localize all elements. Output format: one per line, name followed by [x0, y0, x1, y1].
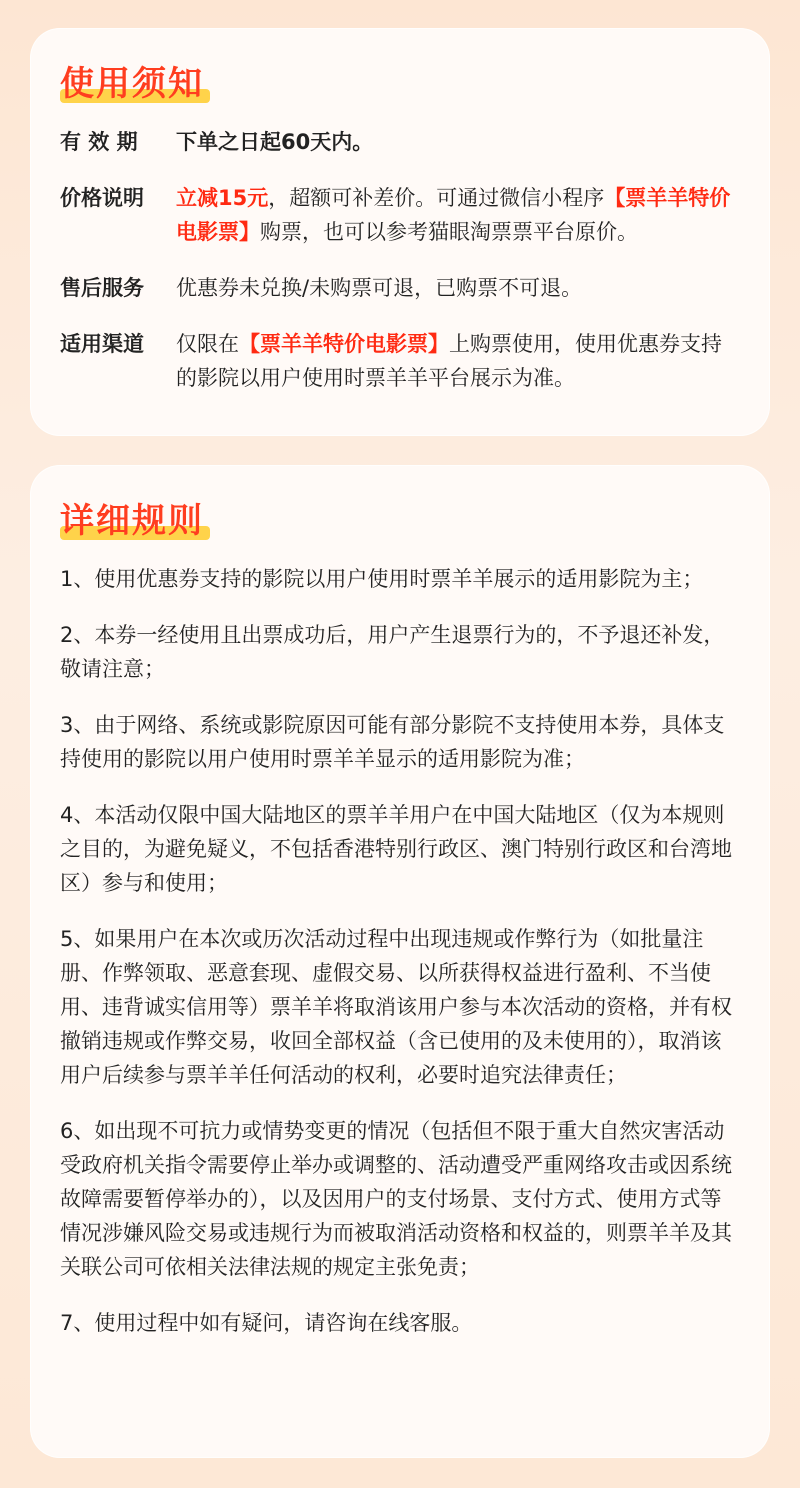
price-label: 价格说明 [60, 186, 144, 210]
discount-highlight: 立减15元 [176, 186, 269, 210]
rule-item: 2、本券一经使用且出票成功后，用户产生退票行为的，不予退还补发，敬请注意； [60, 623, 725, 681]
channel-text-1: 仅限在 [176, 332, 239, 356]
rule-item: 4、本活动仅限中国大陆地区的票羊羊用户在中国大陆地区（仅为本规则之目的，为避免疑义，不包括香港特别行政区、澳门特别行政区和台湾地区）参与和使用； [60, 803, 732, 895]
after-sales-label: 售后服务 [60, 276, 144, 300]
channel-value [176, 327, 740, 395]
rule-item: 5、如果用户在本次或历次活动过程中出现违规或作弊行为（如批量注册、作弊领取、恶意套现、虚假交易、以所获得权益进行盈利、不当使用、违背诚实信用等）票羊羊将取消该用户参与本次活动的资格，并有权撤销违规或作弊交易，收回全部权益（含已使用的及未使用的），取消该用户后续参与票羊羊任何活动的权利，必要时追究法律责任； [60, 927, 732, 1087]
rule-item: 3、由于网络、系统或影院原因可能有部分影院不支持使用本券，具体支持使用的影院以用户使用时票羊羊显示的适用影院为准； [60, 713, 725, 771]
after-sales-value: 优惠券未兑换/未购票可退，已购票不可退。 [176, 276, 583, 300]
detailed-rules-card [30, 465, 770, 1458]
channel-text-2: 上购票使用，使用优惠券支持的影院以用户使用时票羊羊平台展示为准。 [176, 332, 722, 390]
rule-item: 1、使用优惠券支持的影院以用户使用时票羊羊展示的适用影院为主； [60, 567, 704, 591]
channel-row [60, 327, 740, 395]
detailed-rules-title: 详细规则 [60, 493, 204, 542]
price-text-2: 购票，也可以参考猫眼淘票票平台原价。 [260, 220, 638, 244]
validity-label: 有 效 期 [60, 130, 138, 154]
rule-item: 7、使用过程中如有疑问，请咨询在线客服。 [60, 1311, 473, 1335]
validity-value: 下单之日起60天内。 [176, 130, 374, 154]
price-value [176, 181, 740, 249]
usage-notice-card [30, 28, 770, 436]
channel-link[interactable]: 【票羊羊特价电影票】 [239, 332, 449, 356]
after-sales-row [60, 271, 740, 305]
rule-item: 6、如出现不可抗力或情势变更的情况（包括但不限于重大自然灾害活动受政府机关指令需要停止举办或调整的、活动遭受严重网络攻击或因系统故障需要暂停举办的），以及因用户的支付场景、支付方式、使用方式等情况涉嫌风险交易或违规行为而被取消活动资格和权益的，则票羊羊及其关联公司可依相关法律法规的规定主张免责； [60, 1119, 732, 1279]
price-row [60, 181, 740, 249]
channel-label: 适用渠道 [60, 332, 144, 356]
price-text-1: ，超额可补差价。可通过微信小程序 [268, 186, 605, 210]
validity-row [60, 125, 740, 159]
mini-program-link[interactable]: 【票羊羊特价电影票】 [176, 186, 731, 244]
usage-notice-title: 使用须知 [60, 56, 204, 105]
